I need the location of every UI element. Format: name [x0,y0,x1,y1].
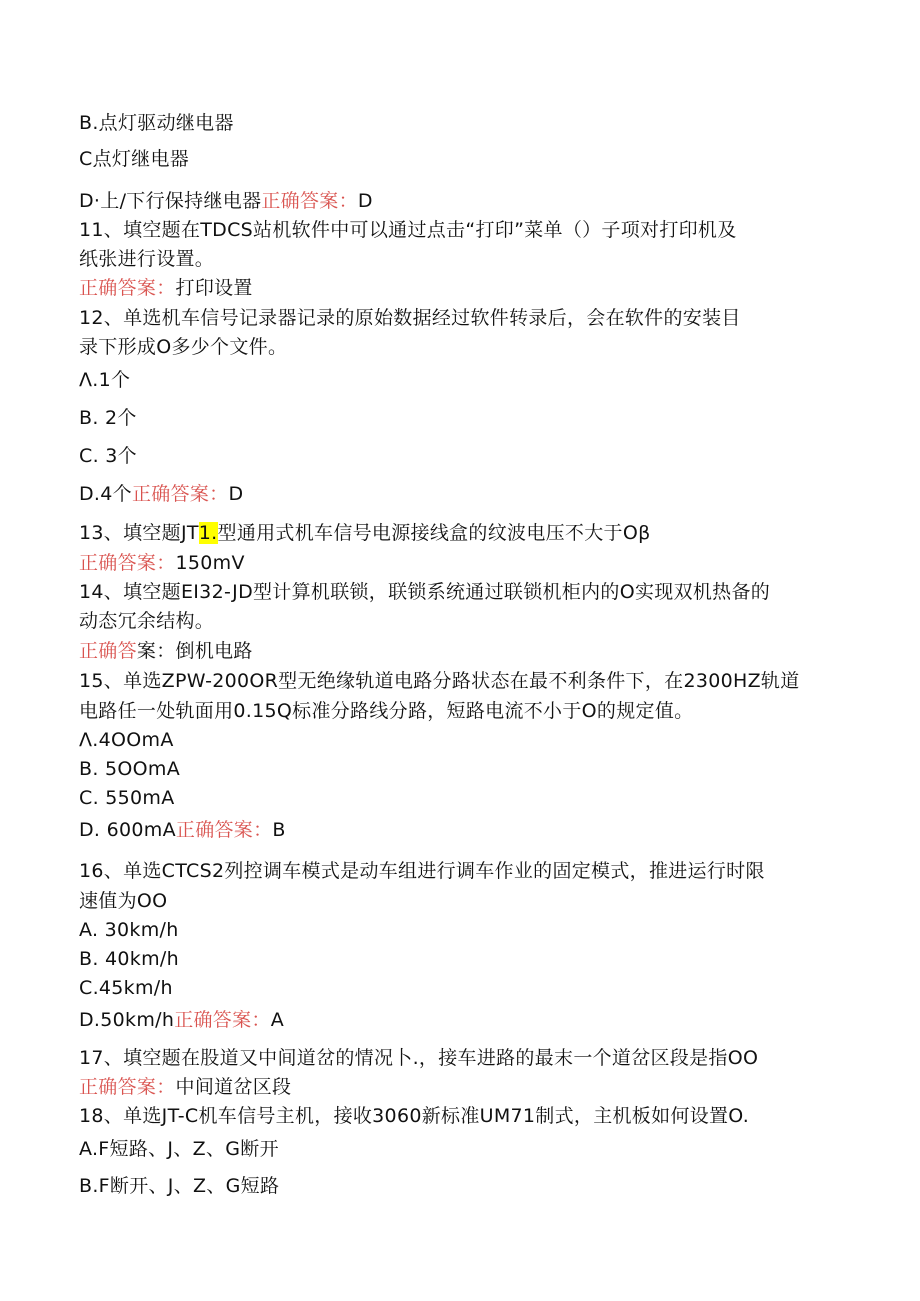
text-segment: 14、填空题EI32-JD型计算机联锁，联锁系统通过联锁机柜内的O实现双机热备的 [79,581,771,603]
option-b-line [79,946,179,972]
text-segment: 案： [136,640,176,662]
question-17 [79,1045,758,1071]
text-segment: D.50km∕h [79,1009,175,1031]
option-a-line [79,917,179,943]
question-18 [79,1103,749,1129]
option-a-line [79,1136,279,1162]
question-11-cont [79,246,214,272]
question-11 [79,217,737,243]
option-b-line [79,405,137,431]
answer-label: 正确答案： [79,552,176,574]
text-segment: Λ.4OOmA [79,729,174,751]
answer-value: 150mV [175,552,245,574]
highlighted-text: 1. [198,522,218,544]
question-14-cont [79,608,214,634]
question-13-answer [79,550,245,576]
option-d-answer-line [79,481,243,507]
question-12-cont [79,334,287,360]
option-b-line [79,1173,279,1199]
text-segment: A. 30km∕h [79,919,179,941]
option-d-answer-line [79,1007,284,1033]
text-segment: C. 3个 [79,445,137,467]
question-13 [79,520,651,546]
question-14 [79,579,770,605]
answer-value: A [270,1009,285,1031]
text-segment: D.4个 [79,483,132,505]
text-segment: B.F断开、J、Z、G短路 [79,1175,280,1197]
question-17-answer [79,1074,291,1100]
option-d-answer-line [79,817,286,843]
answer-label: 正确答案： [175,819,273,841]
option-b-line [79,756,180,782]
text-segment: 13、填空题JT [79,522,199,544]
question-15-cont [79,698,693,724]
answer-value: D [357,190,373,212]
answer-label: 正确答案： [131,483,229,505]
answer-value: B [272,819,286,841]
text-segment: 11、填空题在TDCS站机软件中可以通过点击“打印”菜单（）子项对打印机及 [79,219,737,241]
answer-value: 倒机电路 [175,640,253,662]
answer-label: 正确答 [79,640,137,662]
text-segment: 12、单选机车信号记录器记录的原始数据经过软件转录后，会在软件的安装目 [79,307,741,329]
answer-value: 中间道岔区段 [175,1076,292,1098]
text-segment: B. 2个 [79,407,137,429]
text-segment: D. 600mA [79,819,176,841]
option-c-line [79,975,173,1001]
option-d-answer-line [79,188,373,214]
text-segment: C.45km∕h [79,977,173,999]
option-a-line [79,367,130,393]
text-segment: 16、单选CTCS2列控调车模式是动车组进行调车作业的固定模式，推进运行时限 [79,860,765,882]
text-segment: 15、单选ZPW-200OR型无绝缘轨道电路分路状态在最不利条件下，在2300HZ轨道 [79,670,800,692]
answer-label: 正确答案： [79,1076,176,1098]
option-c-line [79,443,137,469]
text-segment: D·上/下行保持继电器 [79,190,262,212]
text-segment: Λ.1个 [79,369,131,391]
text-segment: C点灯继电器 [79,148,190,170]
text-segment: 动态冗余结构。 [79,610,215,632]
question-14-answer [79,638,253,664]
option-c-line [79,146,189,172]
text-segment: B. 5OOmA [79,758,181,780]
text-segment: 17、填空题在股道又中间道岔的情况卜.，接车进路的最末一个道岔区段是指OO [79,1047,759,1069]
answer-label: 正确答案： [79,277,176,299]
question-16-cont [79,888,167,914]
text-segment: B.点灯驱动继电器 [79,112,234,134]
answer-value: 打印设置 [175,277,253,299]
option-b-line [79,110,234,136]
text-segment: 纸张进行设置。 [79,248,215,270]
answer-label: 正确答案： [174,1009,271,1031]
text-segment: A.F短路、J、Z、G断开 [79,1138,279,1160]
question-11-answer [79,275,253,301]
answer-value: D [228,483,244,505]
answer-label: 正确答案： [261,190,358,212]
text-segment: 录下形成O多少个文件。 [79,336,288,358]
question-12 [79,305,741,331]
question-15 [79,668,800,694]
text-segment: 速值为OO [79,890,168,912]
option-c-line [79,785,175,811]
option-a-line [79,727,174,753]
question-16 [79,858,765,884]
text-segment: 电路任一处轨面用0.15Q标准分路线分路，短路电流不小于O的规定值。 [79,700,694,722]
text-segment: B. 40km∕h [79,948,179,970]
text-segment: 型通用式机车信号电源接线盒的纹波电压不大于Oβ [217,522,651,544]
text-segment: C. 550mA [79,787,175,809]
text-segment: 18、单选JT-C机车信号主机，接收3060新标准UM71制式，主机板如何设置O. [79,1105,750,1127]
